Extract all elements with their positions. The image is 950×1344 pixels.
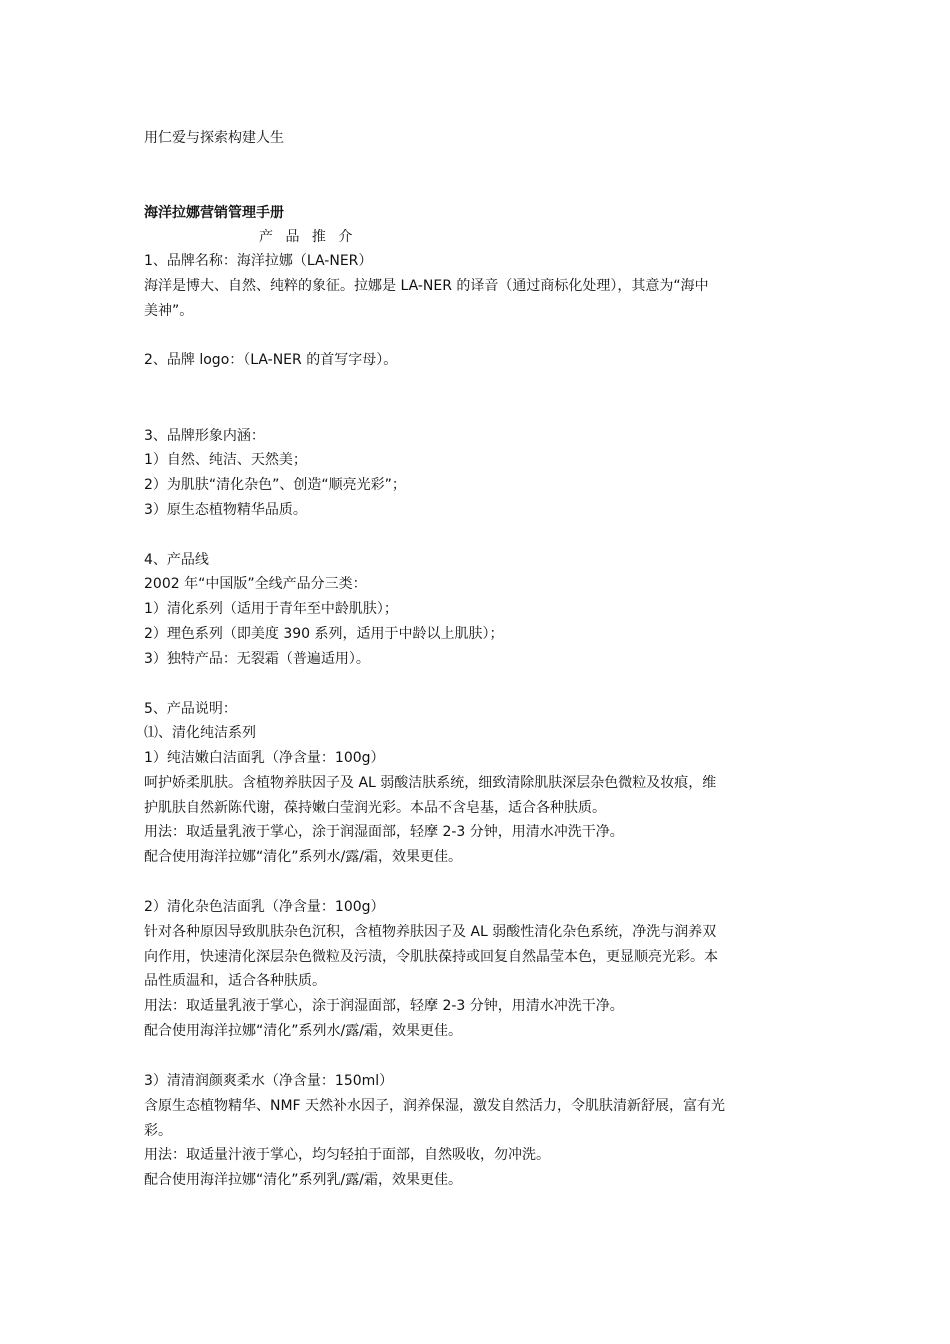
section-heading: 产 品 推 介 (259, 229, 357, 245)
text-line: 海洋是博大、自然、纯粹的象征。拉娜是 LA-NER 的译音（通过商标化处理），其意为“海中 (144, 278, 709, 294)
text-line: 2002 年“中国版”全线产品分三类： (144, 576, 367, 592)
text-line: 呵护娇柔肌肤。含植物养肤因子及 AL 弱酸洁肤系统，细致清除肌肤深层杂色微粒及妆痕，维 (144, 775, 717, 791)
text-line: 彩。 (144, 1123, 172, 1139)
text-line: 4、产品线 (144, 552, 209, 568)
text-line: 3）独特产品：无裂霜（普遍适用）。 (144, 651, 370, 667)
text-line: 3、品牌形象内涵： (144, 428, 265, 444)
text-line: 1、品牌名称：海洋拉娜（LA-NER） (144, 253, 373, 269)
text-line: 1）纯洁嫩白洁面乳（净含量：100g） (144, 750, 385, 766)
text-line: 1）自然、纯洁、天然美； (144, 452, 307, 468)
document-title: 海洋拉娜营销管理手册 (144, 205, 284, 221)
text-line: 1）清化系列（适用于青年至中龄肌肤）； (144, 601, 398, 617)
text-line: 配合使用海洋拉娜“清化”系列水/露/霜，效果更佳。 (144, 1023, 462, 1039)
text-line: 护肌肤自然新陈代谢，葆持嫩白莹润光彩。本品不含皂基，适合各种肤质。 (144, 800, 606, 816)
text-line: ⑴、清化纯洁系列 (144, 725, 256, 741)
text-line: 品性质温和，适合各种肤质。 (144, 973, 326, 989)
text-line: 含原生态植物精华、NMF 天然补水因子，润养保湿，激发自然活力，令肌肤清新舒展，富有光 (144, 1098, 726, 1114)
text-line: 配合使用海洋拉娜“清化”系列水/露/霜，效果更佳。 (144, 849, 462, 865)
text-line: 用法：取适量汁液于掌心，均匀轻拍于面部，自然吸收，勿冲洗。 (144, 1147, 550, 1163)
text-line: 针对各种原因导致肌肤杂色沉积，含植物养肤因子及 AL 弱酸性清化杂色系统，净洗与润养双 (144, 924, 717, 940)
text-line: 2）清化杂色洁面乳（净含量：100g） (144, 899, 385, 915)
text-line: 向作用，快速清化深层杂色微粒及污渍，令肌肤葆持或回复自然晶莹本色，更显顺亮光彩。本 (144, 949, 718, 965)
text-line: 配合使用海洋拉娜“清化”系列乳/露/霜，效果更佳。 (144, 1172, 462, 1188)
text-line: 3）原生态植物精华品质。 (144, 502, 307, 518)
text-line: 2）为肌肤“清化杂色”、创造“顺亮光彩”； (144, 477, 406, 493)
text-line: 美神”。 (144, 303, 194, 319)
text-line: 3）清清润颜爽柔水（净含量：150ml） (144, 1073, 394, 1089)
text-line: 5、产品说明： (144, 701, 237, 717)
header-motto: 用仁爱与探索构建人生 (144, 130, 284, 146)
text-line: 2、品牌 logo：（LA-NER 的首写字母）。 (144, 352, 398, 368)
text-line: 用法：取适量乳液于掌心，涂于润湿面部，轻摩 2-3 分钟，用清水冲洗干净。 (144, 998, 624, 1014)
text-line: 2）理色系列（即美度 390 系列，适用于中龄以上肌肤）； (144, 626, 504, 642)
text-line: 用法：取适量乳液于掌心，涂于润湿面部，轻摩 2-3 分钟，用清水冲洗干净。 (144, 824, 624, 840)
